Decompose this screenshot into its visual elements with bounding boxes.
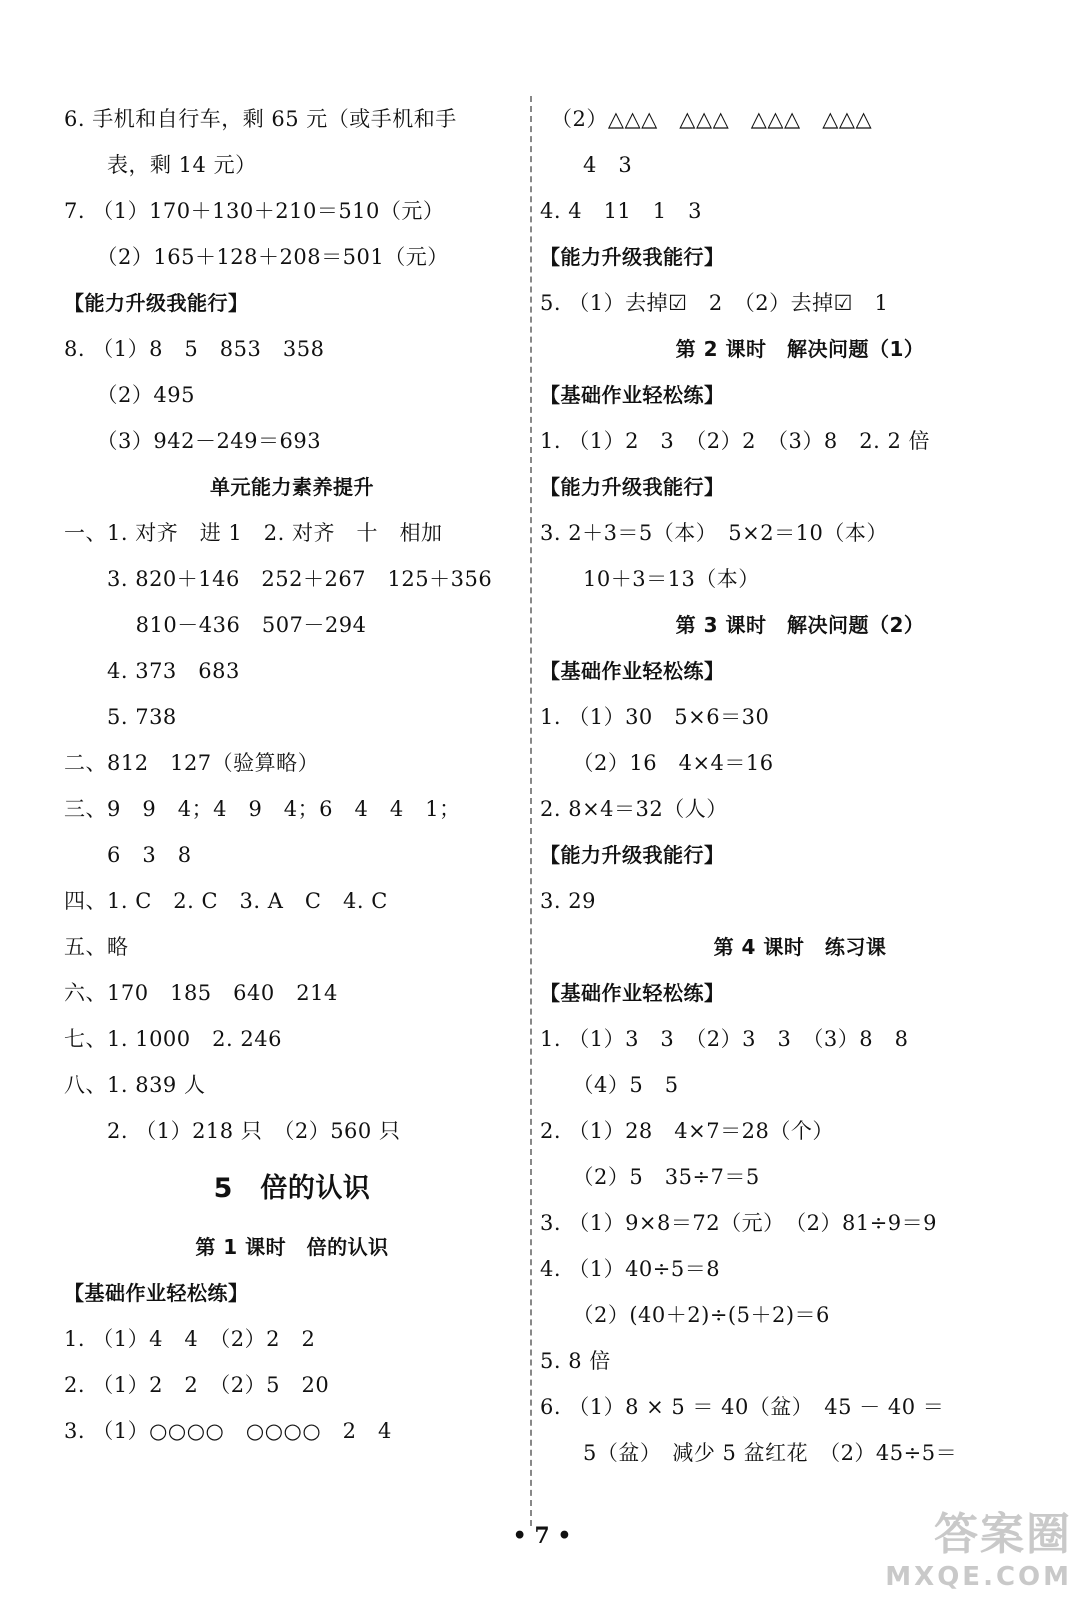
answer-line: 3. 29 [540, 889, 596, 913]
answer-line: 5. 8 倍 [540, 1349, 611, 1373]
watermark-url: MXQE.COM [885, 1562, 1072, 1592]
answer-line: 2. 8×4＝32（人） [540, 797, 728, 821]
lesson-title: 单元能力素养提升 [210, 475, 374, 499]
answer-line: 八、1. 839 人 [64, 1073, 206, 1097]
answer-line: 8. （1）8 5 853 358 [64, 337, 325, 361]
answer-line: 五、略 [64, 935, 129, 959]
section-heading: 【能力升级我能行】 [540, 245, 725, 269]
watermark [885, 1498, 1072, 1592]
answer-line: 4. 4 11 1 3 [540, 199, 703, 223]
section-heading: 【基础作业轻松练】 [64, 1281, 249, 1305]
answer-line: （2）(40＋2)÷(5＋2)＝6 [540, 1303, 830, 1327]
section-heading: 【能力升级我能行】 [540, 475, 725, 499]
answer-line: 6. 手机和自行车，剩 65 元（或手机和手 [64, 107, 457, 131]
left-column [64, 96, 520, 1454]
section-heading: 【能力升级我能行】 [540, 843, 725, 867]
answer-line: （3）942－249＝693 [64, 429, 322, 453]
answer-line: 4 3 [540, 153, 633, 177]
answer-line: 6. （1）8 × 5 ＝ 40（盆） 45 － 40 ＝ [540, 1395, 945, 1419]
answer-line: 1. （1）30 5×6＝30 [540, 705, 770, 729]
answer-line: （2）165＋128＋208＝501（元） [64, 245, 449, 269]
answer-line: 6 3 8 [64, 843, 192, 867]
lesson-title: 第 4 课时 练习课 [713, 935, 887, 959]
page-number: • 7 • [512, 1523, 572, 1549]
answer-line: 1. （1）2 3 （2）2 （3）8 2. 2 倍 [540, 429, 930, 453]
answer-line: 3. （1）9×8＝72（元） （2）81÷9＝9 [540, 1211, 938, 1235]
answer-line: 一、1. 对齐 进 1 2. 对齐 十 相加 [64, 521, 443, 545]
column-divider [530, 96, 532, 1526]
unit-title: 5 倍的认识 [213, 1173, 371, 1204]
answer-line: 3. 2＋3＝5（本） 5×2＝10（本） [540, 521, 888, 545]
section-heading: 【基础作业轻松练】 [540, 981, 725, 1005]
lesson-title: 第 1 课时 倍的认识 [195, 1235, 389, 1259]
answer-line: 3. 820＋146 252＋267 125＋356 [64, 567, 493, 591]
answer-line: 7. （1）170＋130＋210＝510（元） [64, 199, 445, 223]
answer-line: 七、1. 1000 2. 246 [64, 1027, 282, 1051]
answer-line: 5（盆） 减少 5 盆红花 （2）45÷5＝ [540, 1441, 958, 1465]
lesson-title: 第 2 课时 解决问题（1） [675, 337, 925, 361]
section-heading: 【基础作业轻松练】 [540, 659, 725, 683]
answer-line: 4. （1）40÷5＝8 [540, 1257, 721, 1281]
section-heading: 【基础作业轻松练】 [540, 383, 725, 407]
answer-line: （2）5 35÷7＝5 [540, 1165, 760, 1189]
answer-line: （2）16 4×4＝16 [540, 751, 774, 775]
answer-line: 1. （1）4 4 （2）2 2 [64, 1327, 316, 1351]
answer-line: 四、1. C 2. C 3. A C 4. C [64, 889, 388, 913]
answer-line: 2. （1）218 只 （2）560 只 [64, 1119, 401, 1143]
lesson-title: 第 3 课时 解决问题（2） [675, 613, 925, 637]
answer-line: 5. 738 [64, 705, 177, 729]
watermark-logo-text: 答案圈 [934, 1509, 1072, 1560]
answer-line: 2. （1）28 4×7＝28（个） [540, 1119, 834, 1143]
answer-line: 5. （1）去掉☑ 2 （2）去掉☑ 1 [540, 291, 889, 315]
answer-line: 4. 373 683 [64, 659, 240, 683]
answer-line: 810－436 507－294 [64, 613, 367, 637]
answer-line: 2. （1）2 2 （2）5 20 [64, 1373, 330, 1397]
answer-line: 10＋3＝13（本） [540, 567, 760, 591]
answer-line: （4）5 5 [540, 1073, 679, 1097]
answer-line: （2）△△△ △△△ △△△ △△△ [540, 107, 873, 131]
answer-line: 二、812 127（验算略） [64, 751, 320, 775]
section-heading: 【能力升级我能行】 [64, 291, 249, 315]
answer-line: 1. （1）3 3 （2）3 3 （3）8 8 [540, 1027, 909, 1051]
right-column [540, 96, 1060, 1476]
answer-line: （2）495 [64, 383, 195, 407]
answer-line: 六、170 185 640 214 [64, 981, 338, 1005]
answer-line: 三、9 9 4；4 9 4；6 4 4 1； [64, 797, 461, 821]
answer-line: 3. （1）○○○○ ○○○○ 2 4 [64, 1419, 392, 1443]
answer-line: 表，剩 14 元） [64, 153, 257, 177]
